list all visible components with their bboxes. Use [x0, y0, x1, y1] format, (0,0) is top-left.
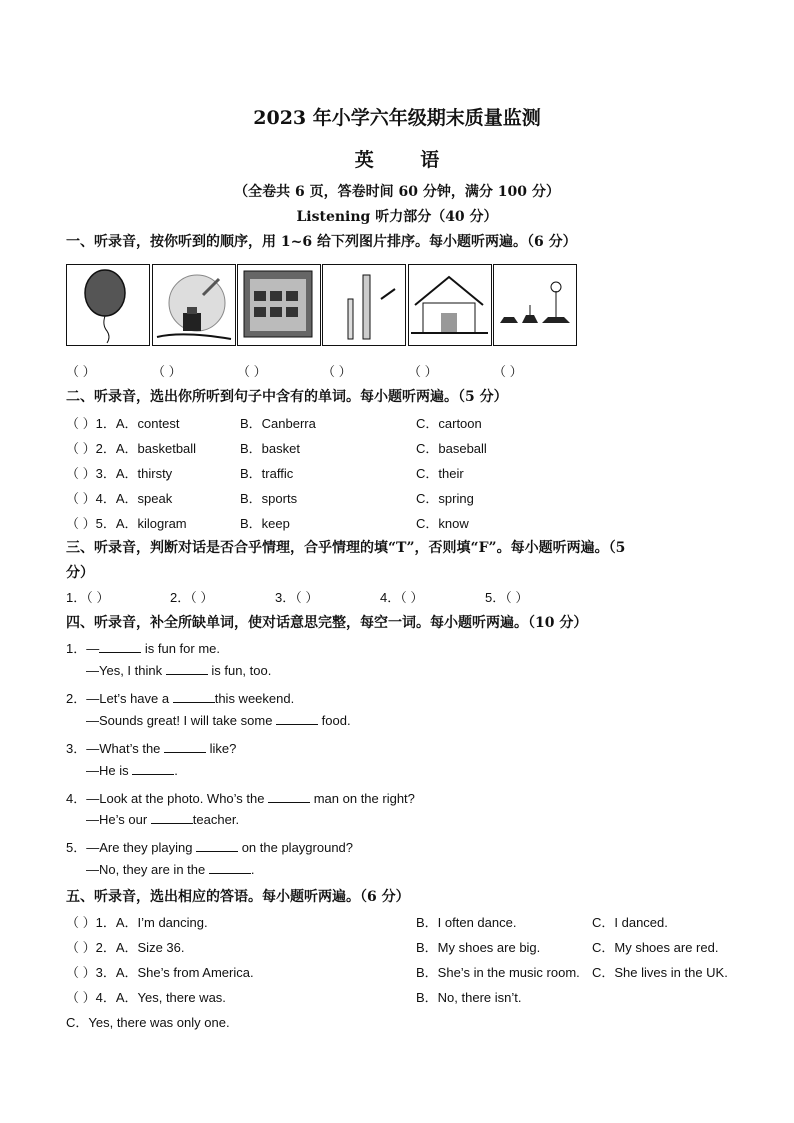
text: like? [206, 741, 237, 756]
answer-paren-2[interactable]: （ ） [152, 364, 182, 379]
text: . [250, 862, 255, 877]
blank-field[interactable] [151, 812, 193, 824]
text: . [174, 763, 178, 778]
answer-paren-1[interactable]: （ ） [66, 364, 96, 379]
part2-q2-b: B．basket [240, 441, 300, 456]
part3-answer-2[interactable]: 2．（ ） [170, 590, 214, 605]
part4-q3-line1 [66, 738, 236, 757]
part4-q5-line1 [66, 837, 353, 856]
part2-q5: （ ）5．A．kilogram [66, 516, 187, 531]
text: —Sounds great! I will take some [86, 713, 277, 728]
part3-answer-1[interactable]: 1．（ ） [66, 590, 110, 605]
subject-title: 英 语 [354, 149, 460, 171]
part3-answer-5[interactable]: 5．（ ） [485, 590, 529, 605]
part2-q4-c: C．spring [416, 491, 474, 506]
part2-q5-c: C．know [416, 516, 469, 531]
blank-field[interactable] [99, 641, 141, 653]
part5-q4-c: C．Yes, there was only one. [66, 1015, 230, 1030]
text: teacher. [192, 812, 240, 827]
part2-q1: （ ）1．A．contest [66, 416, 180, 431]
part1-heading: 一、听录音，按你听到的顺序，用 1~6 给下列图片排序。每小题听两遍。（6 分） [66, 234, 577, 250]
text: 5．—Are they playing [66, 840, 197, 855]
part5-q1-b: B．I often dance. [416, 915, 517, 930]
answer-paren-5[interactable]: （ ） [408, 364, 438, 379]
part5-q3: （ ）3．A．She’s from America. [66, 965, 254, 980]
book-picture [237, 264, 321, 346]
ink-bottle-picture [152, 264, 236, 346]
text: —Yes, I think [86, 663, 166, 678]
part3-heading-cont: 分） [66, 565, 94, 581]
text: 3．—What’s the [66, 741, 165, 756]
part5-q2-c: C．My shoes are red. [592, 940, 719, 955]
part2-q5-b: B．keep [240, 516, 290, 531]
part5-q1: （ ）1．A．I’m dancing. [66, 915, 208, 930]
part5-q4: （ ）4．A．Yes, there was. [66, 990, 226, 1005]
part2-q3-b: B．traffic [240, 466, 294, 481]
part5-q4-b: B．No, there isn’t. [416, 990, 522, 1005]
part2-q2: （ ）2．A．basketball [66, 441, 197, 456]
part4-heading: 四、听录音，补全所缺单词，使对话意思完整，每空一词。每小题听两遍。（10 分） [66, 615, 588, 631]
part3-answer-4[interactable]: 4．（ ） [380, 590, 424, 605]
part5-q3-c: C．She lives in the UK. [592, 965, 728, 980]
part2-q1-b: B．Canberra [240, 416, 316, 431]
exam-title: 2023 年小学六年级期末质量监测 [253, 107, 541, 129]
blank-field[interactable] [196, 840, 238, 852]
text: this weekend. [214, 691, 295, 706]
text: man on the right? [310, 791, 415, 806]
exam-note: （全卷共 6 页，答卷时间 60 分钟，满分 100 分） [234, 184, 560, 200]
part4-q4-line2 [86, 812, 239, 827]
part2-q4-b: B．sports [240, 491, 298, 506]
ruler-picture [322, 264, 406, 346]
text: 2．—Let’s have a [66, 691, 173, 706]
part4-q3-line2 [86, 763, 178, 778]
text: is fun for me. [141, 641, 220, 656]
part2-q3-c: C．their [416, 466, 464, 481]
listening-heading: Listening 听力部分（40 分） [296, 209, 498, 225]
part4-q5-line2 [86, 862, 254, 877]
text: 1．— [66, 641, 100, 656]
blank-field[interactable] [173, 691, 215, 703]
blank-field[interactable] [164, 741, 206, 753]
part2-q1-c: C．cartoon [416, 416, 482, 431]
text: —He’s our [86, 812, 151, 827]
part5-q1-c: C．I danced. [592, 915, 668, 930]
blank-field[interactable] [268, 791, 310, 803]
part5-q2: （ ）2．A．Size 36. [66, 940, 185, 955]
part2-q4: （ ）4．A．speak [66, 491, 173, 506]
part2-q3: （ ）3．A．thirsty [66, 466, 173, 481]
text: —He is [86, 763, 133, 778]
text: food. [318, 713, 351, 728]
part3-heading: 三、听录音，判断对话是否合乎情理，合乎情理的填“T”，否则填“F”。每小题听两遍。（5 [66, 540, 626, 556]
text: on the playground? [238, 840, 354, 855]
text: —No, they are in the [86, 862, 209, 877]
balloon-picture [66, 264, 150, 346]
part2-heading: 二、听录音，选出你所听到句子中含有的单词。每小题听两遍。（5 分） [66, 389, 508, 405]
blank-field[interactable] [132, 763, 174, 775]
text: is fun, too. [207, 663, 272, 678]
part4-q1-line2 [86, 663, 271, 678]
part5-q3-b: B．She’s in the music room. [416, 965, 580, 980]
part4-q2-line2 [86, 713, 351, 728]
part5-heading: 五、听录音，选出相应的答语。每小题听两遍。（6 分） [66, 889, 410, 905]
part3-answer-3[interactable]: 3．（ ） [275, 590, 319, 605]
text: 4．—Look at the photo. Who’s the [66, 791, 269, 806]
blank-field[interactable] [209, 862, 251, 874]
answer-paren-6[interactable]: （ ） [493, 364, 523, 379]
answer-paren-4[interactable]: （ ） [322, 364, 352, 379]
blank-field[interactable] [276, 713, 318, 725]
blank-field[interactable] [166, 663, 208, 675]
answer-paren-3[interactable]: （ ） [237, 364, 267, 379]
part4-q4-line1 [66, 788, 415, 807]
plants-picture [493, 264, 577, 346]
part4-q2-line1 [66, 688, 294, 707]
building-picture [408, 264, 492, 346]
part4-q1-line1 [66, 638, 220, 657]
part5-q2-b: B．My shoes are big. [416, 940, 541, 955]
part2-q2-c: C．baseball [416, 441, 487, 456]
